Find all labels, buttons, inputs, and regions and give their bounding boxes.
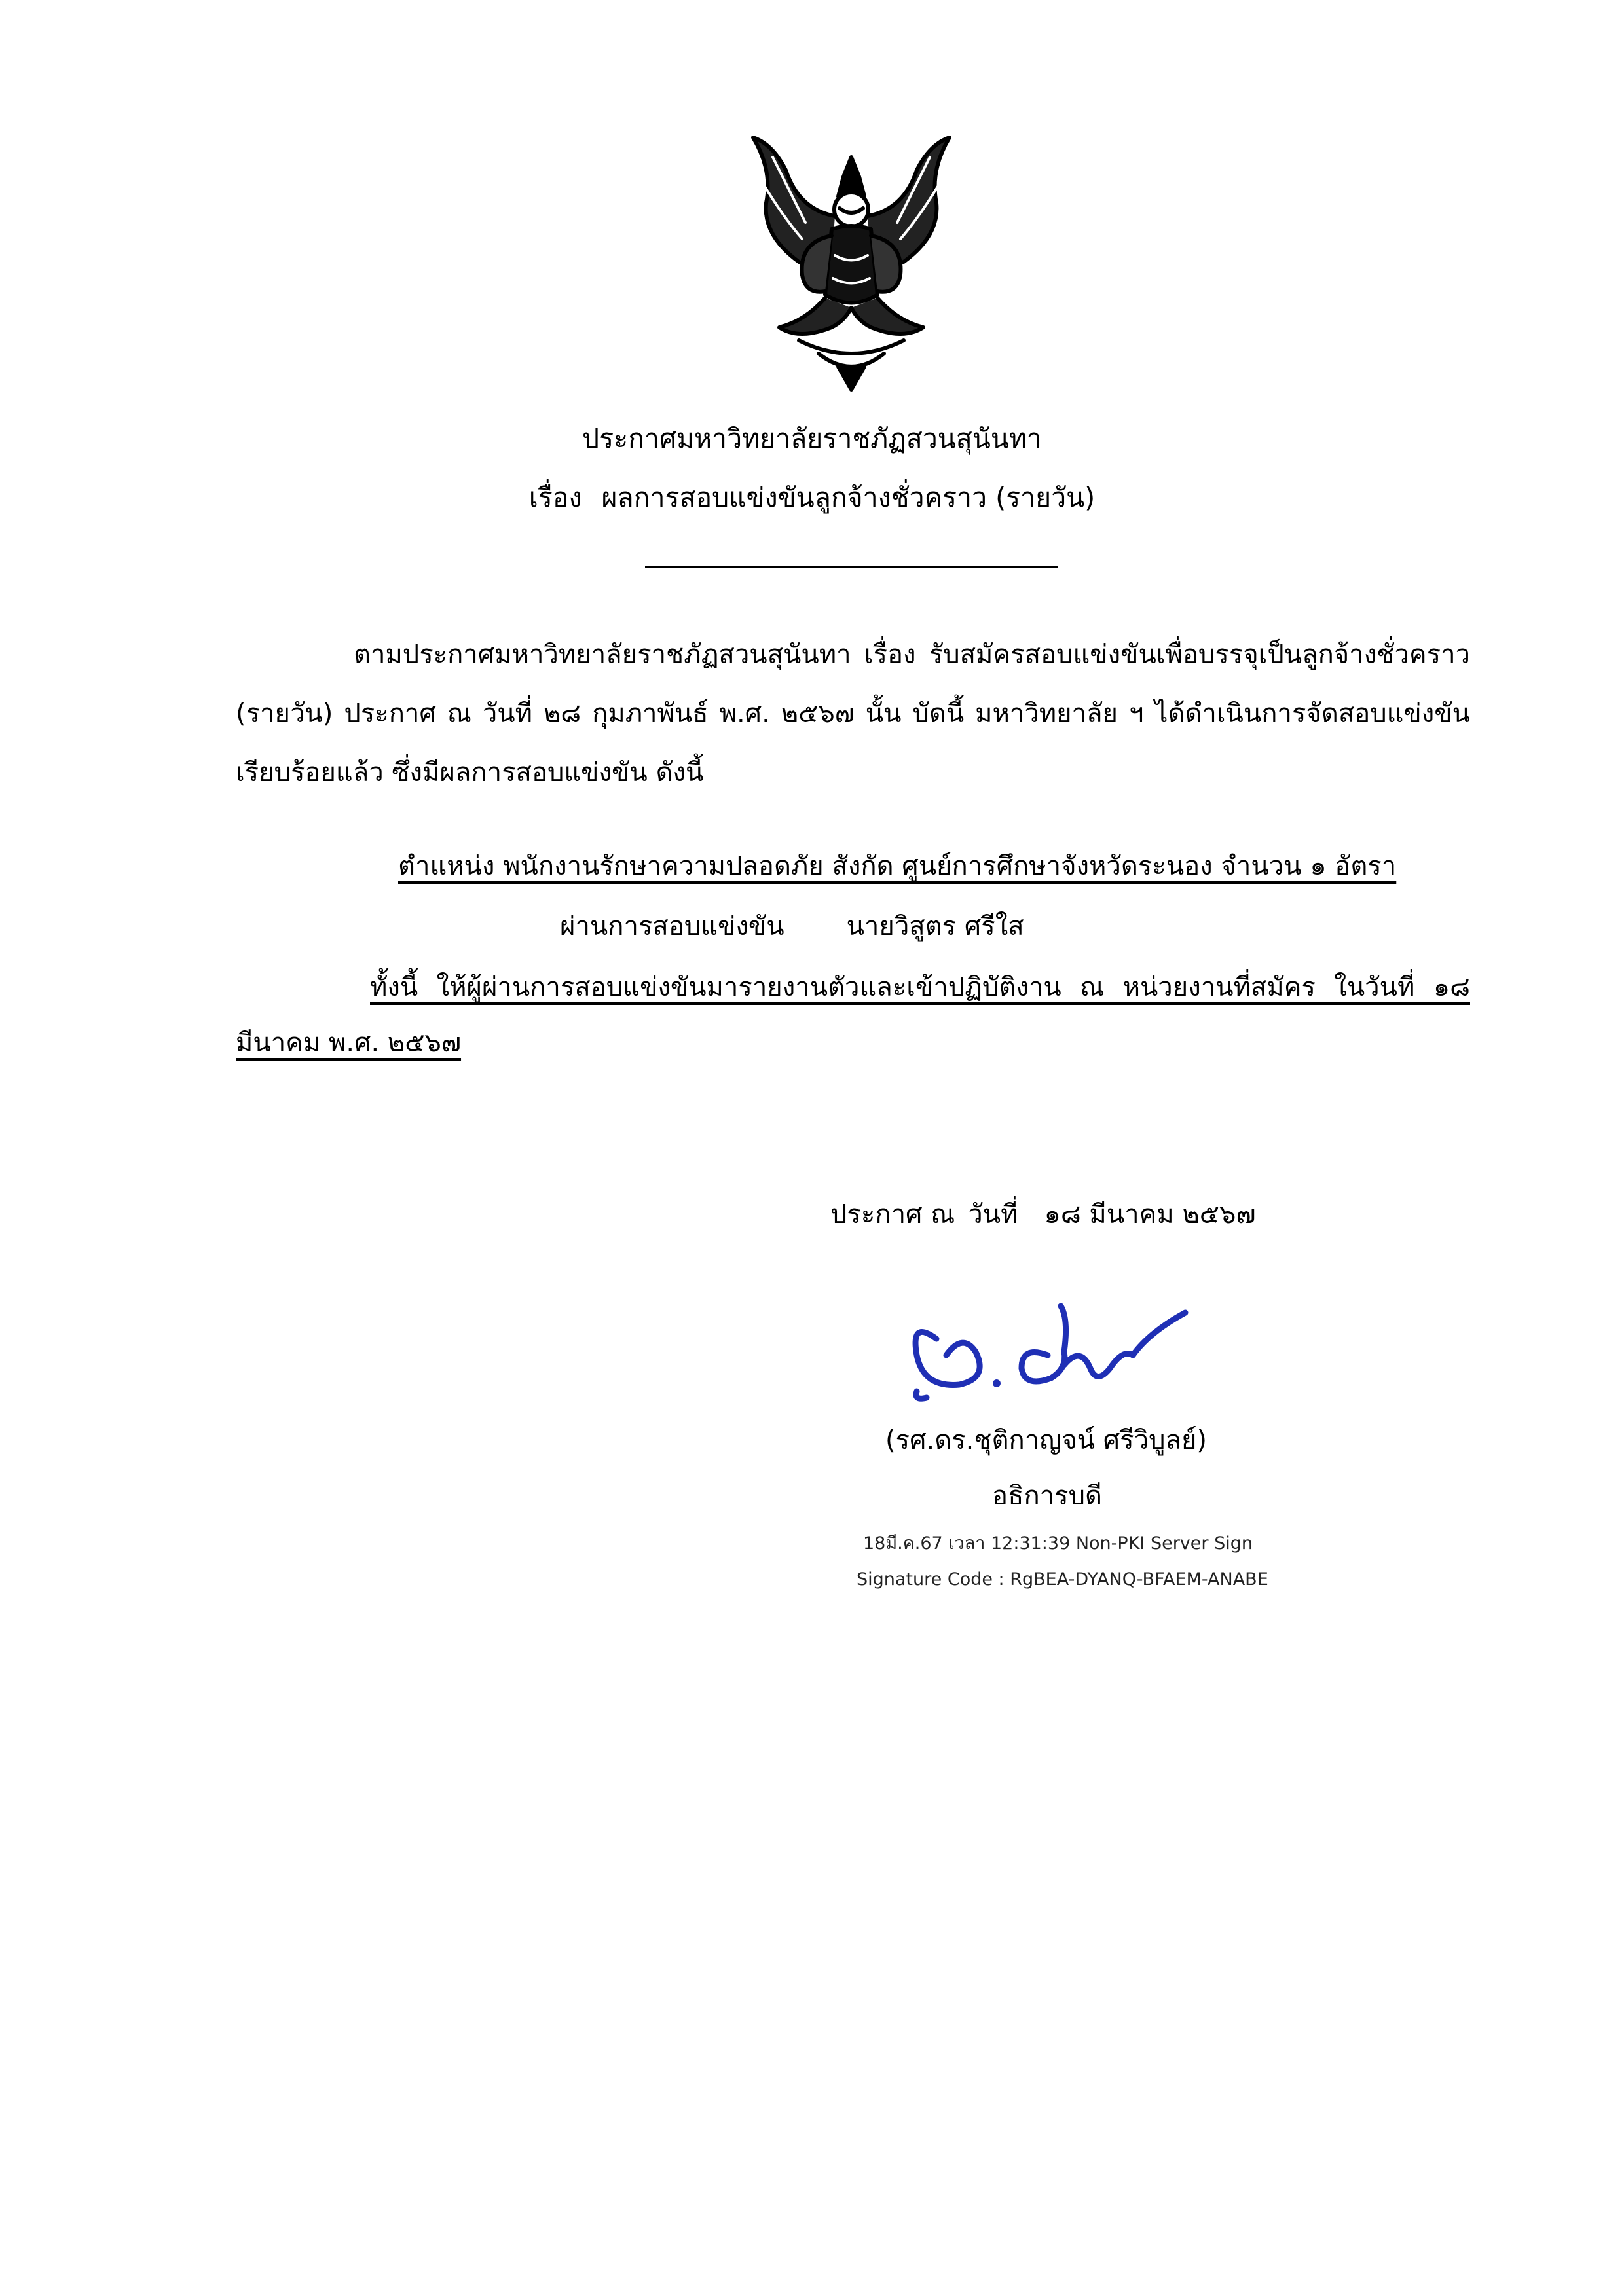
announcement-subject xyxy=(0,478,1624,517)
announce-date-line xyxy=(830,1195,1256,1234)
title-divider xyxy=(645,566,1058,568)
report-instruction-line-1: ทั้งนี้ ให้ผู้ผ่านการสอบแข่งขันมารายงานตัวและเข้าปฏิบัติงาน ณ หน่วยงานที่สมัคร ในวันที่ ๑๘ xyxy=(370,972,1470,1002)
pass-result-line xyxy=(560,907,1024,946)
intro-paragraph: ตามประกาศมหาวิทยาลัยราชภัฏสวนสุนันทา เรื่อง รับสมัครสอบแข่งขันเพื่อบรรจุเป็นลูกจ้างชั่วคราว (รายวัน) ประกาศ ณ วันที่ ๒๘ กุมภาพันธ์ พ.ศ. ๒๕๖๗ นั้น บัดนี้ มหาวิทยาลัย ฯ ได้ดำเนินการจัดสอบแข่งขันเรียบร้อยแล้ว ซึ่งมีผลการสอบแข่งขัน ดังนี้ xyxy=(236,640,1470,788)
announce-label: ประกาศ ณ xyxy=(830,1199,955,1230)
pass-label: ผ่านการสอบแข่งขัน xyxy=(560,911,784,941)
signer-title: อธิการบดี xyxy=(992,1481,1102,1511)
subject-label: เรื่อง xyxy=(528,482,582,513)
handwritten-signature-icon xyxy=(897,1293,1198,1404)
subject-text: ผลการสอบแข่งขันลูกจ้างชั่วคราว (รายวัน) xyxy=(601,482,1096,513)
announce-date: ๑๘ มีนาคม ๒๕๖๗ xyxy=(1044,1199,1256,1230)
digital-sign-timestamp: 18มี.ค.67 เวลา 12:31:39 Non-PKI Server Sign xyxy=(863,1533,1253,1554)
announce-day-label: วันที่ xyxy=(968,1199,1018,1230)
signer-name: (รศ.ดร.ชุติกาญจน์ ศรีวิบูลย์) xyxy=(885,1425,1208,1455)
digital-sign-code: Signature Code : RgBEA-DYANQ-BFAEM-ANABE xyxy=(857,1569,1268,1590)
pass-name: นายวิสูตร ศรีใส xyxy=(846,911,1024,941)
report-instruction-line-2: มีนาคม พ.ศ. ๒๕๖๗ xyxy=(236,1028,462,1058)
garuda-emblem-icon xyxy=(727,131,976,393)
position-line: ตำแหน่ง พนักงานรักษาความปลอดภัย สังกัด ศูนย์การศึกษาจังหวัดระนอง จำนวน ๑ อัตรา xyxy=(398,851,1397,881)
announcement-title: ประกาศมหาวิทยาลัยราชภัฏสวนสุนันทา xyxy=(582,423,1042,454)
